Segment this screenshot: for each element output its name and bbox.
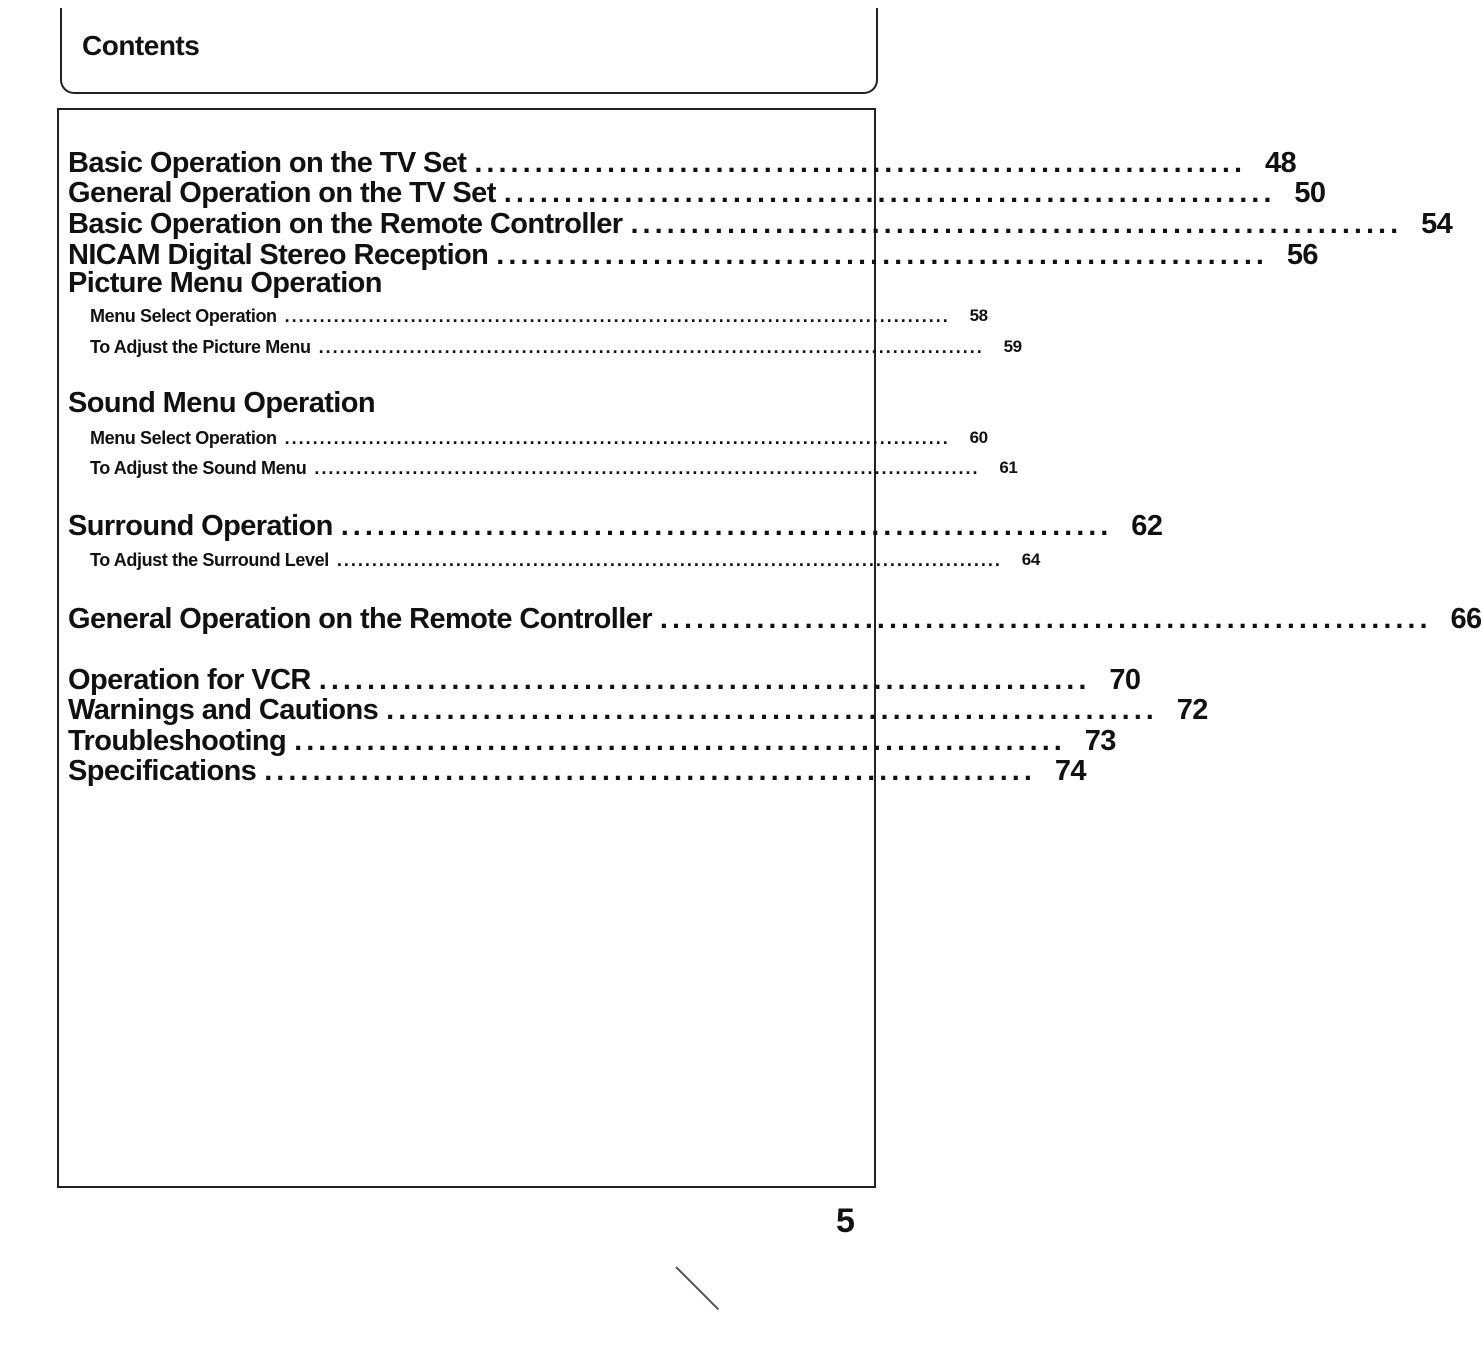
toc-entry-picture-menu-select[interactable] [90,304,988,328]
toc-entry-specifications[interactable] [68,754,1086,788]
toc-entry-label: Basic Operation on the Remote Controller [68,208,623,240]
toc-entry-label: Menu Select Operation [90,306,277,326]
toc-entry-page: 73 [1084,725,1116,757]
toc-entry-page: 59 [1003,337,1022,356]
toc-entry-adjust-picture-menu[interactable] [90,335,1022,359]
toc-entry-label: Basic Operation on the TV Set [68,147,467,179]
toc-entry-label: Operation for VCR [68,664,311,696]
toc-entry-page: 62 [1131,510,1163,542]
toc-entry-label: To Adjust the Picture Menu [90,337,311,357]
toc-entry-page: 60 [969,428,988,447]
toc-entry-label: General Operation on the Remote Controller [68,603,652,635]
page-title: Contents [82,30,200,61]
toc-entry-warnings-cautions[interactable] [68,693,1208,727]
toc-leader-dots: ............................................................................................... [314,458,980,478]
toc-leader-dots: ................................................................ [496,239,1268,271]
toc-entry-page: 56 [1286,239,1318,271]
toc-entry-label: NICAM Digital Stereo Reception [68,239,489,271]
toc-entry-page: 54 [1421,208,1453,240]
toc-entry-label: Surround Operation [68,510,333,542]
toc-entry-page: 74 [1054,755,1086,787]
toc-entry-sound-menu-select[interactable] [90,426,988,450]
toc-leader-dots: ............................................................................................... [284,428,950,448]
toc-entry-page: 72 [1176,694,1208,726]
toc-entry-surround-operation[interactable] [68,509,1163,543]
toc-entry-page: 58 [969,306,988,325]
toc-entry-label: General Operation on the TV Set [68,177,496,209]
toc-entry-adjust-surround-level[interactable] [90,548,1040,572]
toc-section-picture-menu: Picture Menu Operation [68,267,382,299]
toc-entry-operation-vcr[interactable] [68,663,1141,697]
toc-entry-basic-operation-remote[interactable] [68,207,1453,241]
toc-leader-dots: ............................................................................................... [318,337,984,357]
toc-leader-dots: ................................................................ [474,147,1246,179]
toc-entry-label: Specifications [68,755,257,787]
toc-entry-label: Menu Select Operation [90,428,277,448]
toc-section-sound-menu: Sound Menu Operation [68,387,375,419]
toc-entry-label: To Adjust the Surround Level [90,550,329,570]
toc-entry-page: 64 [1021,550,1040,569]
toc-entry-label: Troubleshooting [68,725,287,757]
toc-entry-adjust-sound-menu[interactable] [90,456,1018,480]
toc-entry-page: 70 [1109,664,1141,696]
toc-entry-page: 50 [1294,177,1326,209]
toc-entry-label: Warnings and Cautions [68,694,379,726]
toc-leader-dots: ................................................................ [503,177,1276,209]
scan-mark [675,1266,719,1310]
toc-leader-dots: ................................................................ [318,664,1091,696]
toc-leader-dots: ............................................................................................... [336,550,1002,570]
toc-entry-general-operation-tv-set[interactable] [68,176,1326,210]
toc-entry-general-operation-remote[interactable] [68,602,1482,636]
toc-entry-label: To Adjust the Sound Menu [90,458,307,478]
toc-leader-dots: ................................................................ [630,208,1403,240]
toc-entry-page: 66 [1450,603,1482,635]
toc-leader-dots: ................................................................ [340,510,1113,542]
toc-entry-troubleshooting[interactable] [68,724,1116,758]
toc-entry-page: 48 [1264,147,1296,179]
toc-leader-dots: ................................................................ [659,603,1432,635]
toc-leader-dots: ................................................................ [386,694,1158,726]
toc-leader-dots: ............................................................................................... [284,306,950,326]
toc-entry-basic-operation-tv-set[interactable] [68,146,1296,180]
toc-leader-dots: ................................................................ [264,755,1036,787]
page-number: 5 [836,1202,855,1240]
toc-entry-page: 61 [999,458,1018,477]
toc-leader-dots: ................................................................ [294,725,1066,757]
